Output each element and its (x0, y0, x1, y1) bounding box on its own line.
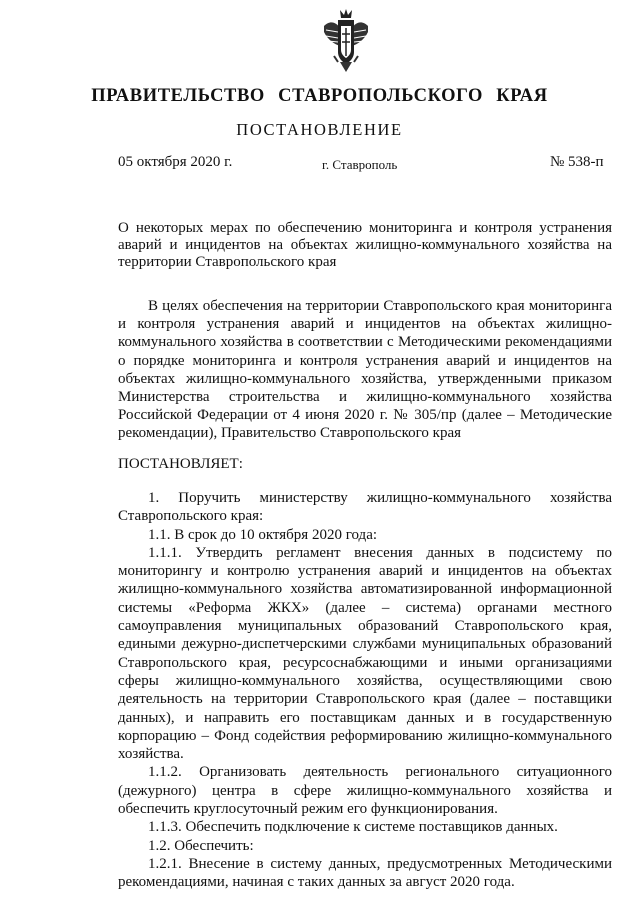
document-type: ПОСТАНОВЛЕНИЕ (236, 120, 403, 139)
document-subject: О некоторых мерах по обеспечению мониторинга и контроля устранения аварий и инцидентов на объектах жилищно-коммунального хозяйства на территории Ставропольского края (118, 220, 612, 270)
paragraph-1-1-3: 1.1.3. Обеспечить подключение к системе поставщиков данных. (148, 819, 558, 836)
paragraph-1: 1. Поручить министерству жилищно-коммунального хозяйства Ставропольского края: (118, 490, 612, 525)
paragraph-1-2: 1.2. Обеспечить: (148, 837, 254, 854)
paragraph-1-1: 1.1. В срок до 10 октября 2020 года: (148, 526, 378, 543)
paragraph-1-1-1: 1.1.1. Утвердить регламент внесения данных в подсистему по мониторингу и контролю устранения аварий и инцидентов на объектах жилищно-коммунального хозяйства автоматизированной информационной системы «Реформа ЖКХ» (далее – система) органами местного самоуправления муниципальных образований Ставропольского края, едиными дежурно-диспетчерскими службами муниципальных образований Ставропольского края, ресурсоснабжающими и иными организациями сферы жилищно-коммунального хозяйства, осуществляющими свою деятельность на территории Ставропольского края (далее – поставщики данных), и направить его поставщикам данных и в государственную корпорацию – Фонд содействия реформированию жилищно-коммунального хозяйства. (118, 544, 612, 763)
resolves-heading: ПОСТАНОВЛЯЕТ: (118, 456, 243, 472)
coat-of-arms-emblem (320, 6, 372, 78)
document-date: 05 октября 2020 г. (118, 154, 233, 170)
resolution-body (118, 489, 612, 892)
paragraph-1-1-2: 1.1.2. Организовать деятельность регионального ситуационного (дежурного) центра в сфере жилищно-коммунального хозяйства и обеспечить круглосуточный режим его функционирования. (118, 764, 612, 818)
document-city: г. Ставрополь (322, 157, 398, 172)
paragraph-1-2-1: 1.2.1. Внесение в систему данных, предусмотренных Методическими рекомендациями, начиная с таких данных за август 2020 года. (118, 855, 612, 891)
government-title: ПРАВИТЕЛЬСТВО СТАВРОПОЛЬСКОГО КРАЯ (91, 86, 548, 106)
preamble-paragraph: В целях обеспечения на территории Ставропольского края мониторинга и контроля устранения аварий и инцидентов на объектах жилищно-коммунального хозяйства в соответствии с Методическими рекомендациями о порядке мониторинга и контроля устранения аварий и инцидентов на объектах жилищно-коммунального хозяйства, утвержденными приказом Министерства строительства и жилищно-коммунального хозяйства Российской Федерации от 4 июня 2020 г. № 305/пр (далее – Методические рекомендации), Правительство Ставропольского края (118, 298, 612, 442)
document-number: № 538-п (550, 154, 604, 170)
